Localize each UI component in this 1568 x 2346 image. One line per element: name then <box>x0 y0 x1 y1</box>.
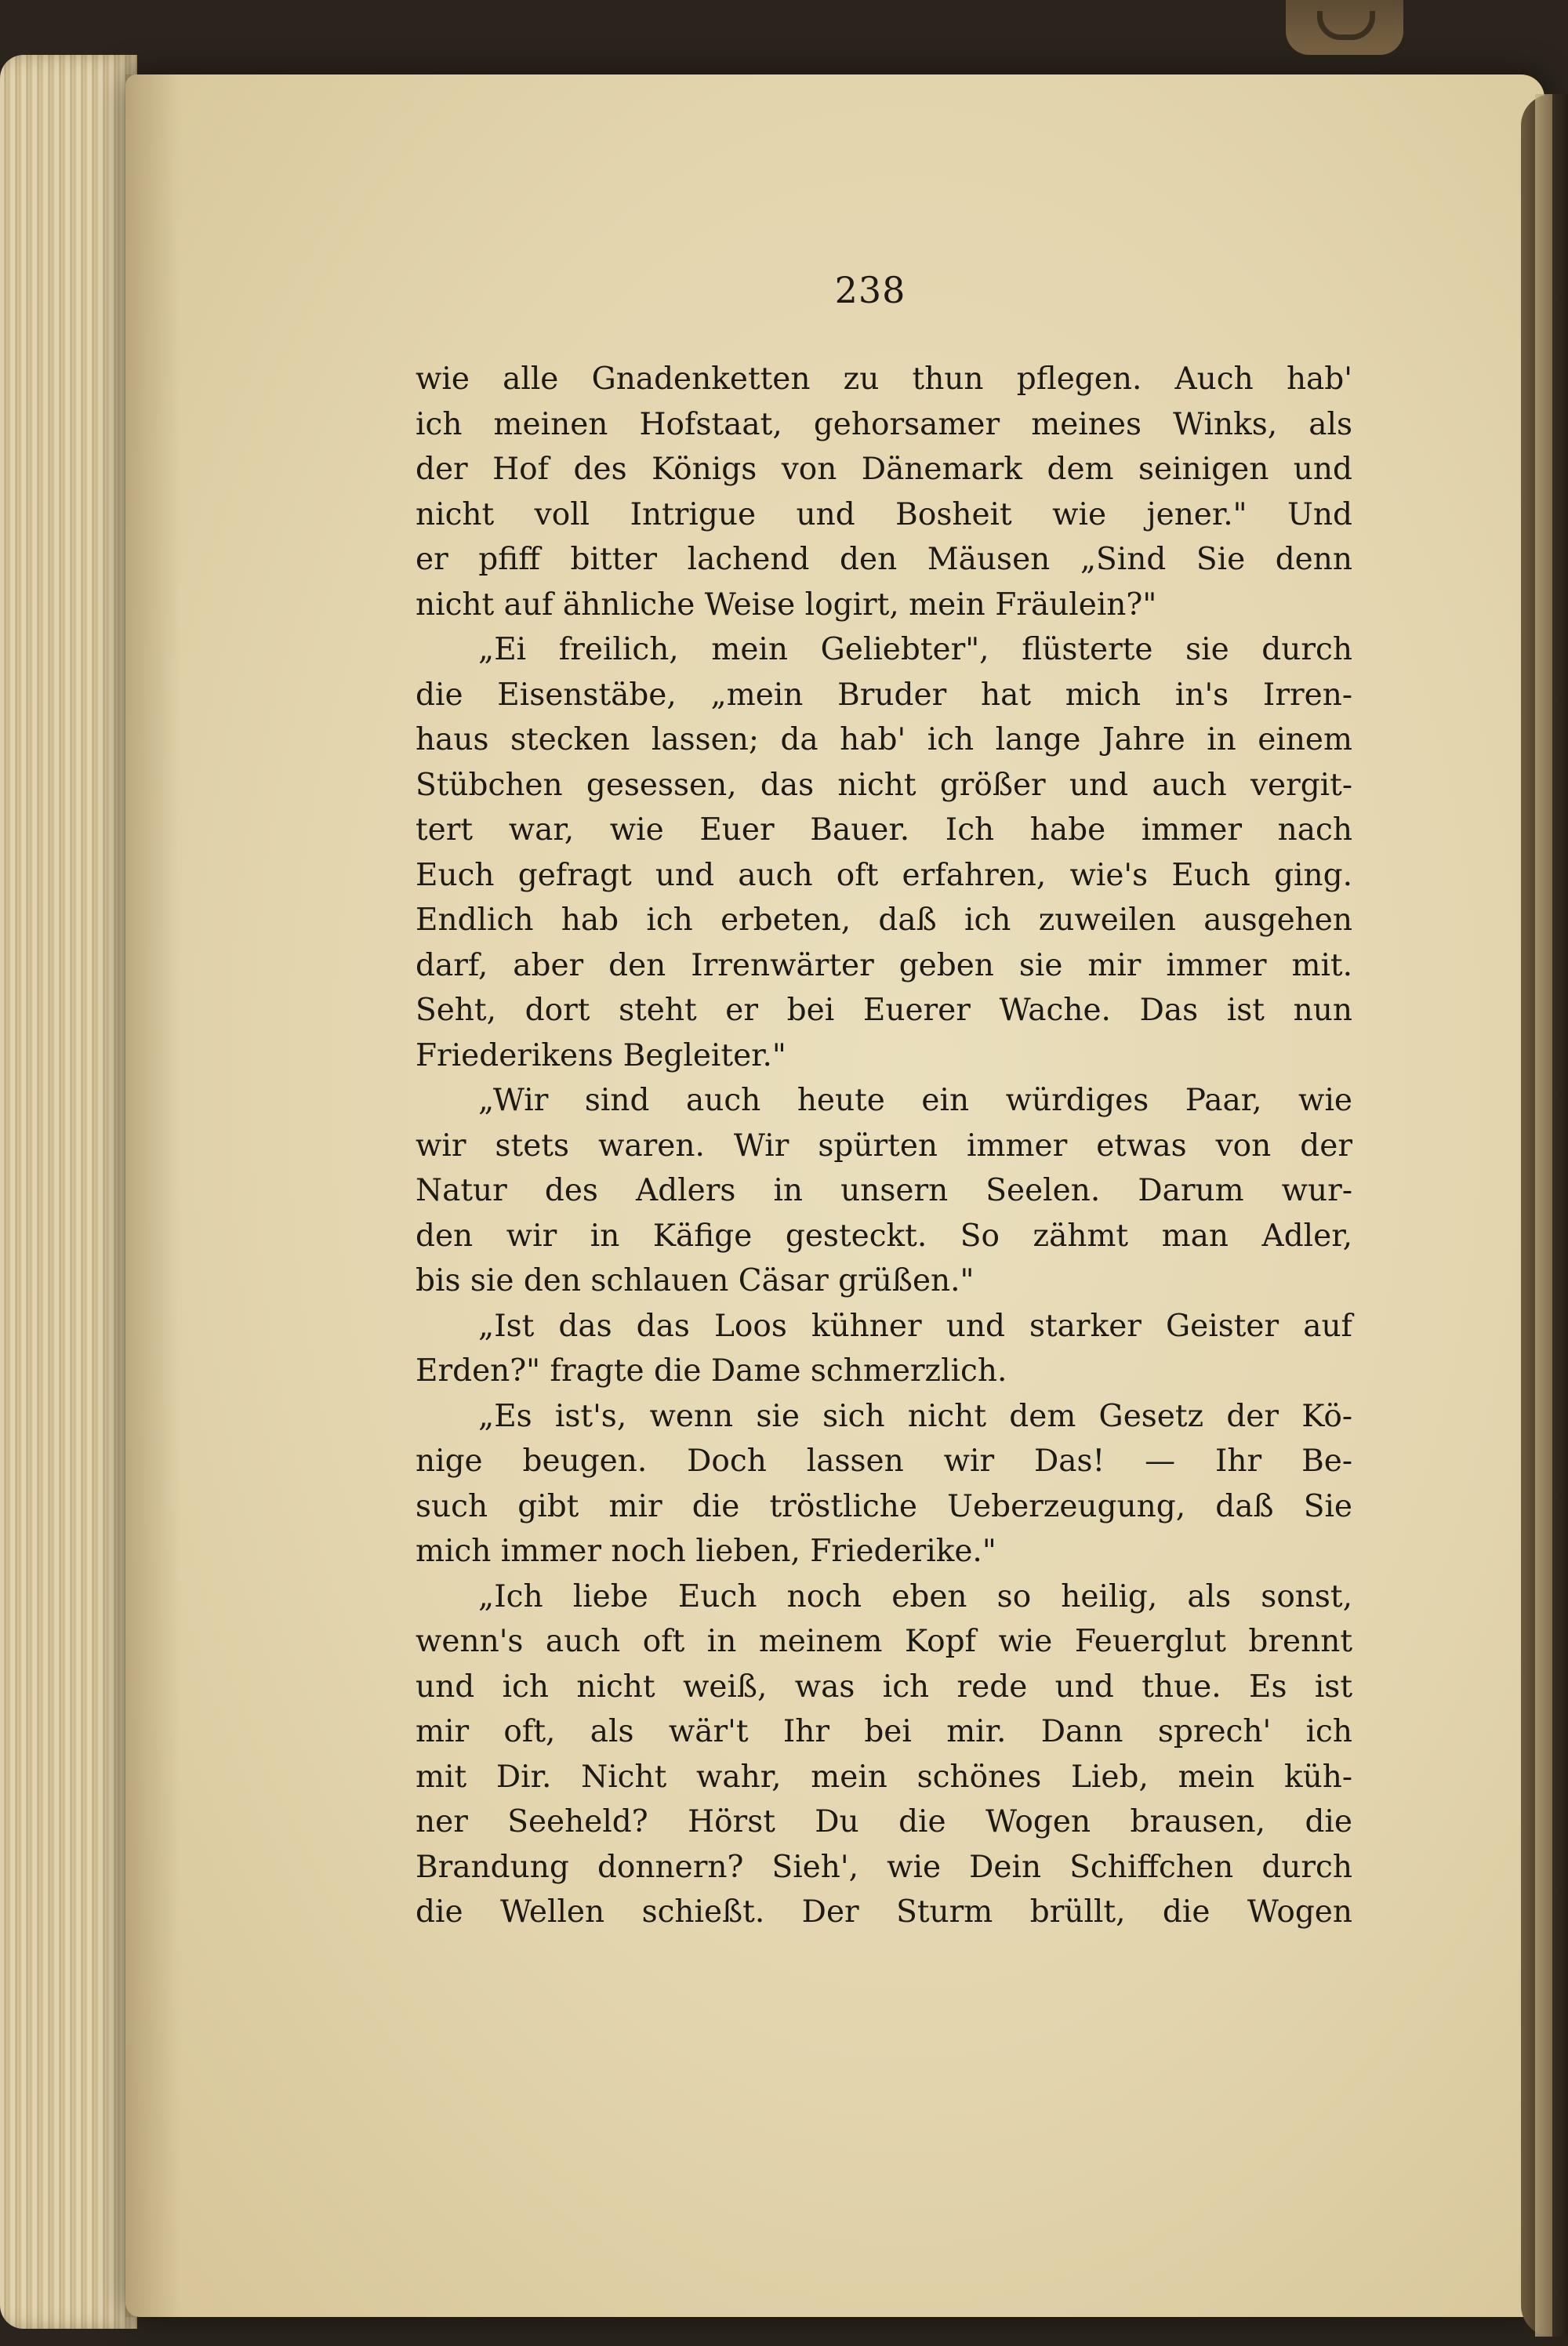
text-line: Brandung donnern? Sieh', wie Dein Schiffchen durch <box>416 1849 1352 1885</box>
text-line: Erden?" fragte die Dame schmerzlich. <box>416 1353 1007 1389</box>
text-line: Natur des Adlers in unsern Seelen. Darum wur- <box>416 1173 1352 1208</box>
text-line: Seht, dort steht er bei Euerer Wache. Das ist nun <box>416 993 1352 1028</box>
text-line: er pfiff bitter lachend den Mäusen „Sind Sie denn <box>416 542 1352 577</box>
text-line: wie alle Gnadenketten zu thun pflegen. Auch hab' <box>416 361 1352 397</box>
text-line: und ich nicht weiß, was ich rede und thue. Es ist <box>416 1669 1352 1705</box>
text-line: such gibt mir die tröstliche Ueberzeugung, daß Sie <box>416 1488 1352 1524</box>
text-line: haus stecken lassen; da hab' ich lange Jahre in einem <box>416 722 1352 757</box>
text-line: der Hof des Königs von Dänemark dem seinigen und <box>416 452 1352 487</box>
text-line: nicht auf ähnliche Weise logirt, mein Fräulein?" <box>416 586 1157 623</box>
text-line: bis sie den schlauen Cäsar grüßen." <box>416 1263 975 1298</box>
text-line: die Eisenstäbe, „mein Bruder hat mich in's Irren- <box>416 677 1352 713</box>
text-line: nige beugen. Doch lassen wir Das! — Ihr Be- <box>416 1444 1352 1479</box>
page-number: 238 <box>834 269 906 311</box>
text-line: mich immer noch lieben, Friederike." <box>416 1534 996 1569</box>
text-line: wir stets waren. Wir spürten immer etwas von der <box>416 1128 1352 1164</box>
text-line: ich meinen Hofstaat, gehorsamer meines Winks, als <box>416 406 1352 442</box>
bookmark-ribbon <box>1286 0 1403 55</box>
text-line: die Wellen schießt. Der Sturm brüllt, die Wogen <box>416 1894 1352 1930</box>
text-line: Euch gefragt und auch oft erfahren, wie's Euch ging. <box>416 857 1352 893</box>
stacked-page-edges <box>0 55 137 2329</box>
text-line: Friederikens Begleiter." <box>416 1037 786 1073</box>
text-line: „Ei freilich, mein Geliebter", flüsterte sie durch <box>478 632 1352 667</box>
text-line: „Es ist's, wenn sie sich nicht dem Gesetz der Kö- <box>478 1398 1352 1434</box>
text-line: „Ist das das Loos kühner und starker Geister auf <box>478 1308 1352 1344</box>
text-line: tert war, wie Euer Bauer. Ich habe immer nach <box>416 812 1352 848</box>
text-line: mit Dir. Nicht wahr, mein schönes Lieb, mein küh- <box>416 1759 1352 1795</box>
text-line: darf, aber den Irrenwärter geben sie mir immer mit. <box>416 947 1352 983</box>
text-line: Stübchen gesessen, das nicht größer und auch vergit- <box>416 767 1352 803</box>
text-line: den wir in Käfige gesteckt. So zähmt man Adler, <box>416 1218 1352 1254</box>
text-line: wenn's auch oft in meinem Kopf wie Feuerglut brennt <box>416 1624 1352 1659</box>
text-line: Endlich hab ich erbeten, daß ich zuweilen ausgehen <box>416 902 1352 938</box>
body-text <box>416 357 1352 1935</box>
text-line: nicht voll Intrigue und Bosheit wie jener." Und <box>416 496 1352 532</box>
text-line: ner Seeheld? Hörst Du die Wogen brausen, die <box>416 1804 1352 1839</box>
text-line: „Ich liebe Euch noch eben so heilig, als sonst, <box>478 1578 1352 1614</box>
next-page-edge <box>1535 94 1552 2337</box>
text-line: mir oft, als wär't Ihr bei mir. Dann sprech' ich <box>416 1714 1352 1749</box>
text-line: „Wir sind auch heute ein würdiges Paar, wie <box>478 1083 1352 1118</box>
